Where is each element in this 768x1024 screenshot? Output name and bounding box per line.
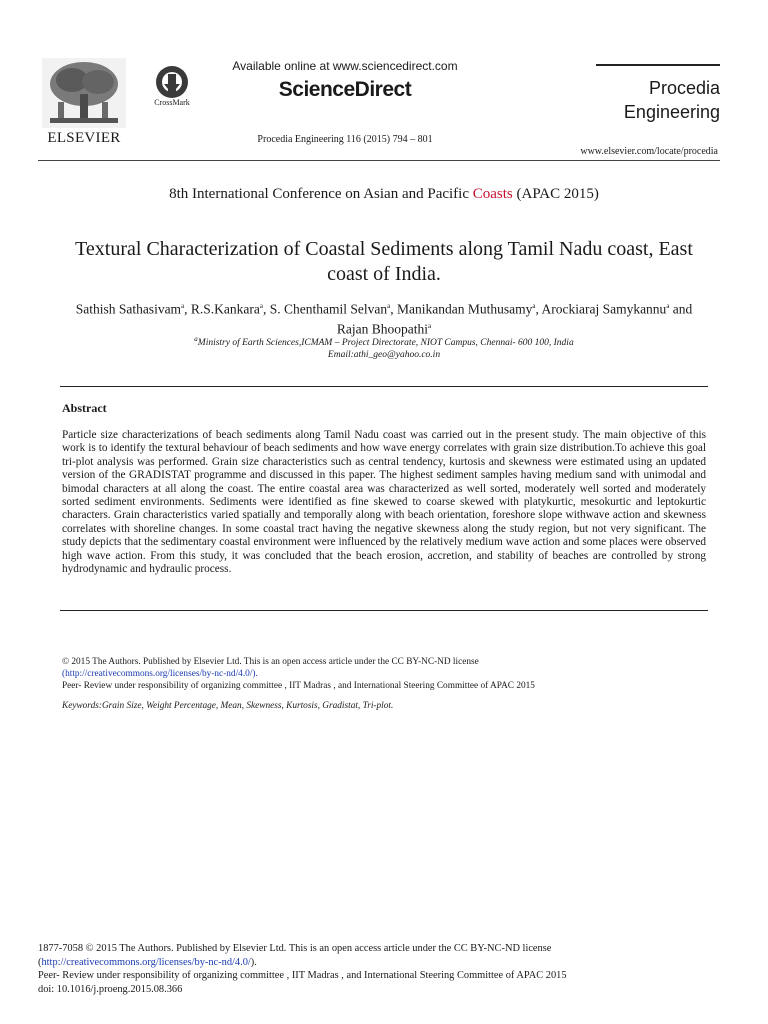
author-name: Sathish Sathasivam xyxy=(75,301,182,317)
affiliation-block xyxy=(60,333,708,361)
journal-title xyxy=(596,76,720,124)
journal-title-line1: Procedia xyxy=(648,78,720,98)
crossmark-icon[interactable] xyxy=(154,64,190,100)
journal-title-line2: Engineering xyxy=(623,102,720,122)
paper-title: Textural Characterization of Coastal Sediments along Tamil Nadu coast, East coast of India. xyxy=(75,238,693,285)
license-block xyxy=(62,656,706,692)
affiliation-line xyxy=(60,333,708,349)
publisher-wordmark: ELSEVIER xyxy=(47,130,121,146)
journal-url-link[interactable]: www.elsevier.com/locate/procedia xyxy=(580,146,718,157)
crossmark-label: CrossMark xyxy=(154,98,190,107)
peer-review-line: Peer- Review under responsibility of organizing committee , IIT Madras , and International Steering Committee of APAC 2015 xyxy=(62,681,535,691)
footer-paren: ( xyxy=(38,956,42,968)
conference-text-end: (APAC 2015) xyxy=(512,186,599,202)
keywords-line: Keywords:Grain Size, Weight Percentage, Mean, Skewness, Kurtosis, Gradistat, Tri-plot. xyxy=(62,701,394,711)
author-name: , Manikandan Muthusamy xyxy=(390,301,533,317)
abstract-bottom-rule xyxy=(60,610,708,611)
footer-peer-review: Peer- Review under responsibility of organizing committee , IIT Madras , and International Steering Committee of APAC 2015 xyxy=(38,970,567,981)
abstract-top-rule xyxy=(60,386,708,387)
affiliation-marker: a xyxy=(532,302,536,310)
footer-license-line xyxy=(38,942,728,956)
affiliation-marker: a xyxy=(194,335,198,343)
abstract-body: Particle size characterizations of beach sediments along Tamil Nadu coast was carried out in the present study. The main objective of this work is to identify the textural behaviour of beach sediments and how wave energy correlates with grain size distribution.To achieve this goal tri-plot analysis was performed. Grain size characteristics such as central tendency, kurtosis and skewness were estimated using an updated version of the GRADISTAT programme and discussed in this paper. The highest sediment samples having medium sand with unimodal and bimodal characters at all along the coast. The entire coastal area was characterized as well sorted, moderately well sorted and moderately sorted sediment environments. Sediments were identified as fine skewed to coarse skewed with platykurtic, mesokurtic and leptokurtic characters. Grain characteristics varied spatially and temporally along with beach orientation, foreshore slope withwave action and skewness correlates with shoreline changes. In some coastal tract having the negative skewness along the study region, but not very significant. The study depicts that the sedimentary coastal environment were influenced by the relatively medium wave action and some places were observed high wave action. From this study, it was concluded that the beach erosion, accretion, and stability of beaches are controlled by strong hydrodynamic and hydraulic process. xyxy=(62,429,706,576)
affiliation-marker: a xyxy=(181,302,185,310)
conference-line xyxy=(40,186,728,203)
issn: 1877-7058 xyxy=(38,943,84,954)
affiliation-marker: a xyxy=(259,302,264,310)
available-online-text: Available online at www.sciencedirect.com xyxy=(232,59,458,73)
affiliation-marker: a xyxy=(428,321,432,330)
author-email: Email:athi_geo@yahoo.co.in xyxy=(327,350,441,361)
affiliation-text: Ministry of Earth Sciences,ICMAM – Project Directorate, NIOT Campus, Chennai- 600 100, India xyxy=(197,338,574,349)
elsevier-tree-logo xyxy=(42,58,126,128)
page-footer xyxy=(38,942,728,996)
author-name: , Arockiaraj Samykannu xyxy=(535,301,667,317)
journal-citation: Procedia Engineering 116 (2015) 794 – 801 xyxy=(257,134,433,145)
author-name: and Rajan Bhoopathi xyxy=(336,301,693,336)
author-name: , R.S.Kankara xyxy=(184,301,260,317)
conference-text-start: 8th International Conference on Asian and Pacific xyxy=(169,186,473,202)
header-divider xyxy=(38,160,720,161)
author-list xyxy=(60,298,708,337)
footer-license-text: © 2015 The Authors. Published by Elsevier Ltd. This is an open access article under the CC BY-NC-ND license xyxy=(83,943,552,954)
footer-license-link[interactable]: http://creativecommons.org/licenses/by-nc-nd/4.0/ xyxy=(41,956,251,968)
footer-link-line xyxy=(38,956,728,970)
license-link[interactable]: (http://creativecommons.org/licenses/by-nc-nd/4.0/). xyxy=(62,669,258,679)
author-name: , S. Chenthamil Selvan xyxy=(263,301,388,317)
abstract-heading: Abstract xyxy=(62,401,107,415)
journal-brand-rule xyxy=(596,64,720,66)
license-line: © 2015 The Authors. Published by Elsevier Ltd. This is an open access article under the CC BY-NC-ND license xyxy=(62,657,479,667)
affiliation-marker: a xyxy=(387,302,391,310)
doi-link[interactable]: doi: 10.1016/j.proeng.2015.08.366 xyxy=(38,983,183,995)
sciencedirect-wordmark: ScienceDirect xyxy=(278,78,412,101)
footer-paren: ). xyxy=(250,956,257,968)
conference-accent-word: Coasts xyxy=(472,186,513,202)
affiliation-marker: a xyxy=(666,302,670,310)
